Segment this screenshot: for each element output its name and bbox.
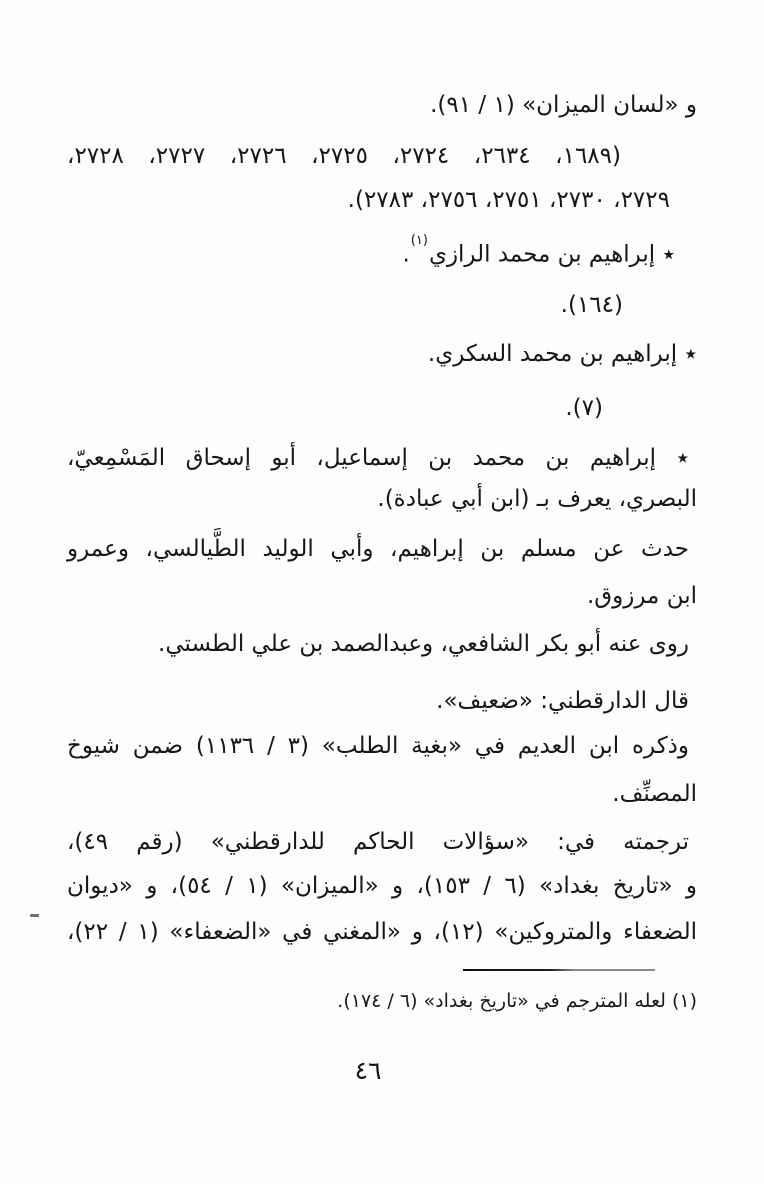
- line-ibn-aladim: وذكره ابن العديم في «بغية الطلب» (٣ / ١١٣٦) ضمن شيوخ: [67, 733, 690, 759]
- line-narrated-from-cont: ابن مرزوق.: [587, 583, 697, 609]
- margin-scan-mark: [30, 914, 39, 917]
- entry-ibrahim-alrazi: [67, 233, 697, 272]
- page-number: ٤٦: [354, 1056, 382, 1085]
- line-hadith-numbers-1: (١٦٨٩، ٢٦٣٤، ٢٧٢٤، ٢٧٢٥، ٢٧٢٦، ٢٧٢٧، ٢٧٢٨،: [67, 143, 621, 169]
- line-ref-7: (٧).: [565, 395, 603, 421]
- entry-heading-period: .: [402, 241, 410, 268]
- line-ibn-aladim-cont: المصنِّف.: [612, 781, 697, 807]
- line-tarjama-sources-2: و «تاريخ بغداد» (٦ / ١٥٣)، و «الميزان» (١ / ٥٤)، و «ديوان: [67, 873, 697, 899]
- line-masmai-kunya: البصري، يعرف بـ (ابن أبي عبادة).: [377, 486, 697, 512]
- line-narrated-from: حدث عن مسلم بن إبراهيم، وأبي الوليد الطَّيالسي، وعمرو: [67, 536, 689, 562]
- line-lisan-almizan-ref: و «لسان الميزان» (١ / ٩١).: [430, 92, 697, 118]
- line-daraqutni-said: قال الدارقطني: «ضعيف».: [436, 688, 689, 714]
- entry-ibrahim-almasmai: ٭ إبراهيم بن محمد بن إسماعيل، أبو إسحاق المَسْمِعيّ،: [67, 445, 689, 471]
- entry-ibrahim-alsukkari: ٭ إبراهيم بن محمد السكري.: [427, 341, 697, 367]
- line-hadith-numbers-2: ٢٧٢٩، ٢٧٣٠، ٢٧٥١، ٢٧٥٦، ٢٧٨٣).: [347, 187, 670, 213]
- footnote-separator-rule: [463, 969, 655, 971]
- footnote-marker-sup: (١): [410, 233, 428, 248]
- line-ref-164: (١٦٤).: [560, 292, 623, 318]
- footnote-text: (١) لعله المترجم في «تاريخ بغداد» (٦ / ١٧٤).: [337, 990, 697, 1012]
- line-tarjama-sources-3: الضعفاء والمتروكين» (١٢)، و «المغني في «الضعفاء» (١ / ٢٢)،: [67, 919, 697, 945]
- line-tarjama-sources-1: ترجمته في: «سؤالات الحاكم للدارقطني» (رقم ٤٩)،: [67, 829, 689, 855]
- entry-heading-text: ٭ إبراهيم بن محمد الرازي: [428, 241, 675, 268]
- line-narrated-by: روى عنه أبو بكر الشافعي، وعبدالصمد بن علي الطستي.: [158, 631, 689, 657]
